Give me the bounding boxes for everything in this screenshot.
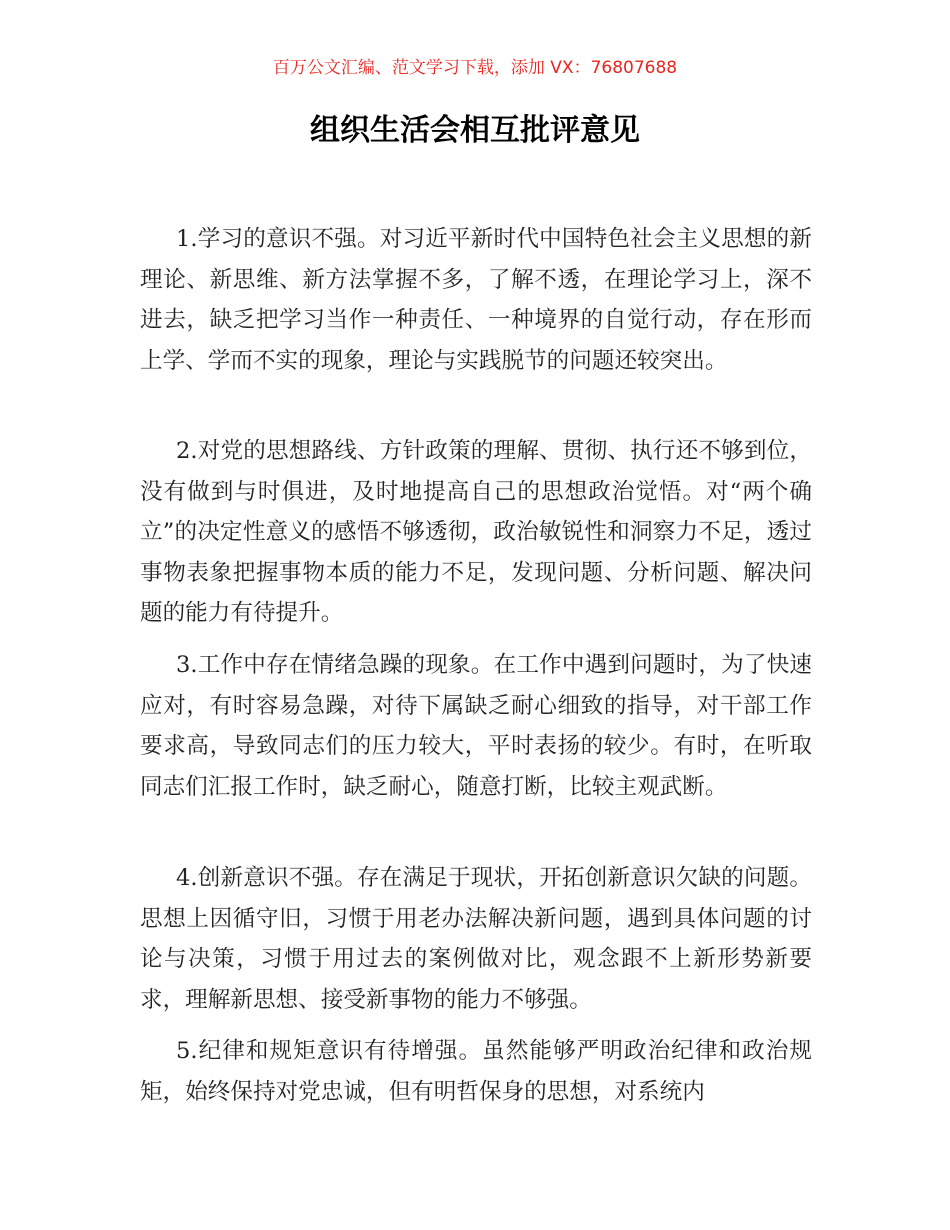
paragraph-3: 3.工作中存在情绪急躁的现象。在工作中遇到问题时，为了快速应对，有时容易急躁，对待下属缺乏耐心细致的指导，对干部工作要求高，导致同志们的压力较大，平时表扬的较少。有时，在听取同志们汇报工作时，缺乏耐心，随意打断，比较主观武断。: [140, 652, 812, 800]
watermark-header: 百万公文汇编、范文学习下载，添加 VX：76807688: [272, 58, 678, 78]
document-title: 组织生活会相互批评意见: [310, 113, 640, 148]
paragraph-4: 4.创新意识不强。存在满足于现状，开拓创新意识欠缺的问题。思想上因循守旧，习惯于用老办法解决新问题，遇到具体问题的讨论与决策，习惯于用过去的案例做对比，观念跟不上新形势新要求，理解新思想、接受新事物的能力不够强。: [140, 865, 812, 1013]
paragraph-5: 5.纪律和规矩意识有待增强。虽然能够严明政治纪律和政治规矩，始终保持对党忠诚，但有明哲保身的思想，对系统内: [140, 1038, 812, 1105]
paragraph-2: 2.对党的思想路线、方针政策的理解、贯彻、执行还不够到位，没有做到与时俱进，及时地提高自己的思想政治觉悟。对“两个确立”的决定性意义的感悟不够透彻，政治敏锐性和洞察力不足，透过事物表象把握事物本质的能力不足，发现问题、分析问题、解决问题的能力有待提升。: [140, 438, 812, 626]
paragraph-1: 1.学习的意识不强。对习近平新时代中国特色社会主义思想的新理论、新思维、新方法掌握不多，了解不透，在理论学习上，深不进去，缺乏把学习当作一种责任、一种境界的自觉行动，存在形而上学、学而不实的现象，理论与实践脱节的问题还较突出。: [140, 226, 812, 374]
